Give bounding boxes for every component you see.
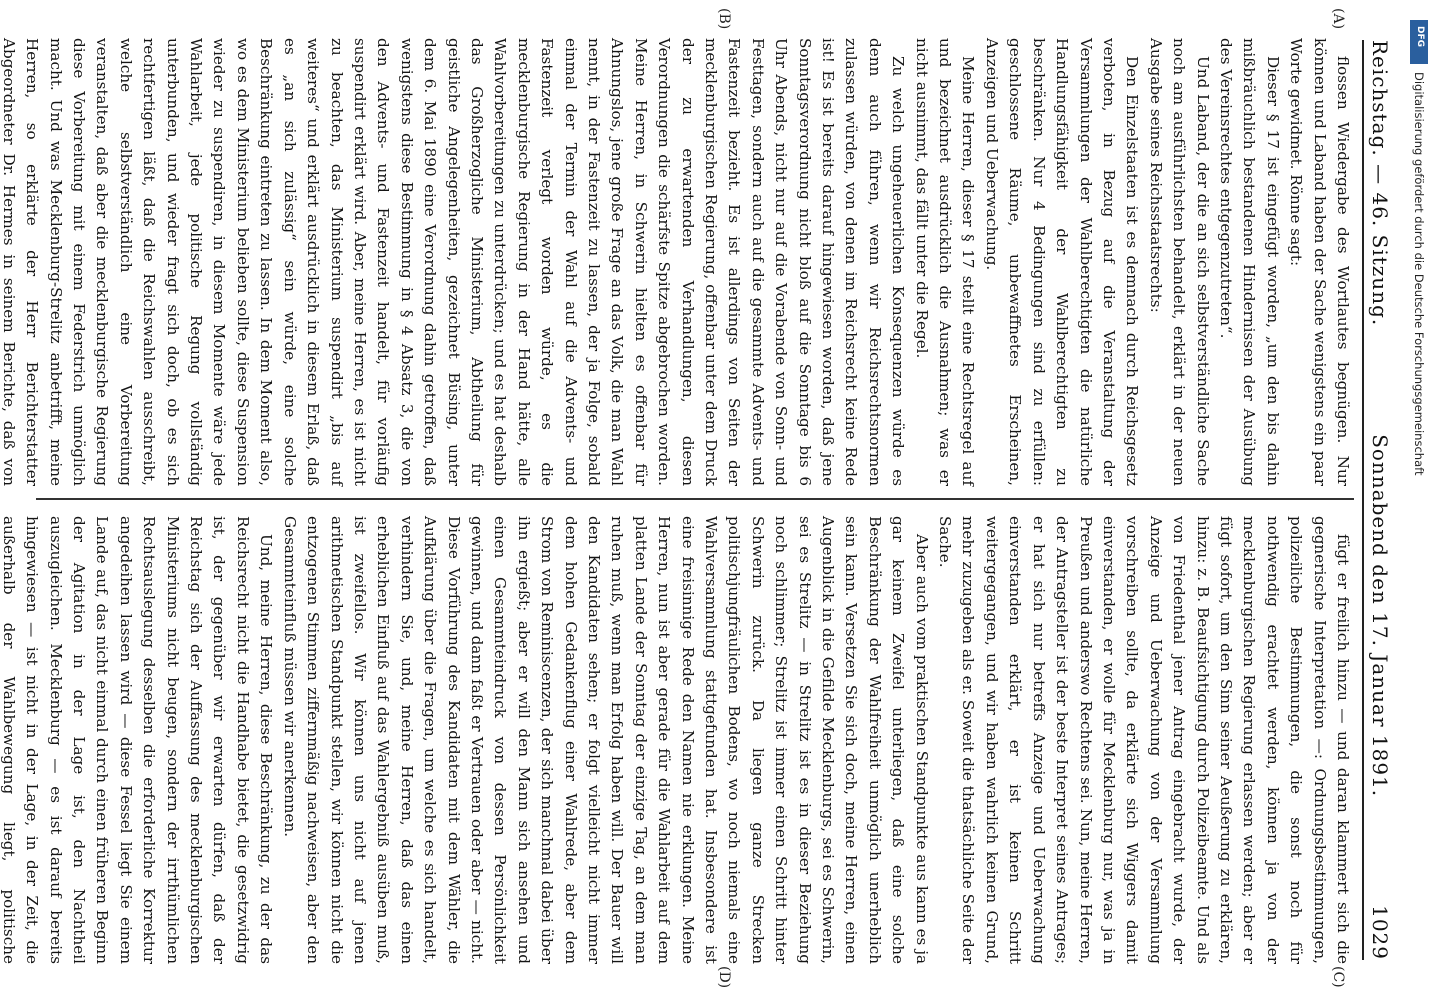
digitization-note <box>1408 72 1430 952</box>
header-left: Reichstag. — 46. Sitzung. <box>1368 40 1392 327</box>
paragraph: Zu welch ungeheuerlichen Konsequenzen würde es denn auch führen, wenn wir Reichsrechtsnormen zulassen würden, von denen im Reichsrecht keine Rede ist! Es ist bereits darauf hingewiesen worden, daß jene Sonntagsverordnung nicht bloß auf die Sonntage bis 6 Uhr Abends, nicht nur auf die Vorabende von Sonn- und Festtagen, sondern auch auf die gesammte Advents- und Fastenzeit bezieht. Es ist allerdings von Seiten der mecklenburgischen Regierung, offenbar unter dem Druck der zu erwartenden Verhandlungen, diesen Verordnungen die schärfste Spitze abgebrochen worden. Meine Herren, in Schwerin hielten es offenbar für Ahnungslos, jene große Frage an das Volk, die man Wahl nennt, in der Fastenzeit zu lassen, der ja Folge, sobald einmal der Termin der Wahl auf die Advents- und Fastenzeit verlegt worden würde, es die mecklenburgische Regierung in der Hand hätte, alle Wahlvorbereitungen zu unterdrücken; und es hat deshalb das Großherzogliche Ministerium, Abtheilung für geistliche Angelegenheiten, gezeichnet Büsing, unter dem 6. Mai 1890 eine Verordnung dahin getroffen, daß wenigstens diese Bestimmung in § 4 Absatz 3, die von den Advents- und Fastenzeit handelt, für vorläufig suspendirt erklärt wird. Aber, meine Herren, es ist nicht zu beachten, das Ministerium suspendirt „bis auf weiteres“ und erklärt ausdrücklich in diesem Erlaß, daß es „an sich zulässig“ sein würde, eine solche Beschränkung eintreten zu lassen. In dem Moment also, wo es dem Ministerium belieben sollte, diese Suspension wieder zu suspendiren, in diesem Momente wäre jede Wahlarbeit, jede politische Regung vollständig unterbunden, und wieder fragt sich doch, ob es sich rechtfertigen läßt, daß die Reichswahlen ausschreibt, welche selbstverständlich eine Vorbereitung veranstalten, daß aber die mecklenburgische Regierung diese Vorbereitung mit einem Federstrich unmöglich macht. Und was Mecklenburg-Strelitz anbetrifft, meine Herren, so erklärte der Herr Berichterstatter Abgeordneter Dr. Hermes in seinem Berichte, daß von <box>0 38 908 486</box>
margin-mark-a: (A) <box>1330 8 1346 30</box>
digitization-note-text: Digitalisierung gefördert durch die Deutsche Forschungsgemeinschaft <box>1412 72 1426 476</box>
margin-mark-d: (D) <box>716 966 732 989</box>
paragraph: Meine Herren, dieser § 17 stellt eine Rechtsregel auf und bezeichnet ausdrücklich die Ausnahmen; was er nicht ausnimmt, das fällt unter die Regel. <box>912 38 978 486</box>
right-column <box>0 516 1354 964</box>
margin-mark-b: (B) <box>716 8 732 30</box>
paragraph: Dieser § 17 ist eingefügt worden, „um den bis dahin mißbräuchlich bestandenen Hindernissen der Ausübung des Vereinsrechtes entgegenzutreten“. <box>1216 38 1282 486</box>
dfg-logo: DFG <box>1410 20 1428 64</box>
paragraph: Den Einzelstaaten ist es demnach durch Reichsgesetz verboten, in Bezug auf die Veranstaltung der Versammlungen der Wahlberechtigten die natürliche Handlungsfähigkeit der Wahlberechtigten zu beschränken. Nur 4 Bedingungen sind zu erfüllen: geschlossene Räume, unbewaffnetes Erscheinen, Anzeigen und Ueberwachung. <box>982 38 1142 486</box>
paragraph: flossen Wiedergabe des Wortlautes begnügen. Nur können und Laband haben der Sache wenigstens ein paar Worte gewidmet. Rönne sagt: <box>1287 38 1352 486</box>
header-rule <box>1362 40 1364 960</box>
page-header <box>1368 40 1408 960</box>
paragraph: Und, meine Herren, diese Beschränkung, zu der das Reichsrecht nicht die Handhabe bietet, die gesetzwidrig ist, der gegenüber wir erwarten dürfen, daß der Reichstag sich der Auffassung des mecklenburgischen Ministeriums nicht beugen, sondern der irrthümlichen Rechtsauslegung desselben die erforderliche Korrektur angedeihen lassen wird — diese Fessel liegt Sie einem Lande auf, das nicht einmal durch einen früheren Beginn der Agitation in der Lage ist, den Nachtheil auszugleichen. Mecklenburg — es ist darauf bereits hingewiesen — ist nicht in der Lage, in der Zeit, die außerhalb der Wahlbewegung liegt, politische <box>0 516 276 964</box>
page-number: 1029 <box>1368 905 1392 960</box>
left-column <box>0 38 1354 486</box>
column-divider <box>36 498 1354 500</box>
margin-mark-c: (C) <box>1330 966 1346 988</box>
header-center: Sonnabend den 17. Januar 1891. <box>1368 434 1392 798</box>
paragraph: Aber auch vom praktischen Standpunkte aus kann es ja gar keinem Zweifel unterliegen, daß eine solche Beschränkung der Wahlfreiheit unmöglich unerheblich sein kann. Versetzen Sie sich doch, meine Herren, einen Augenblick in die Gefilde Mecklenburgs, sei es Schwerin, sei es Strelitz — in Strelitz ist es in dieser Beziehung noch schlimmer; Strelitz ist immer einen Schritt hinter Schwerin zurück. Da liegen ganze Strecken politischjungfräulichen Bodens, wo noch niemals eine Wahlversammlung stattgefunden hat. Insbesondere ist eine freisinnige Rede den Namen nie erklungen. Meine Herren, nun ist aber gerade für die Wahlarbeit auf dem platten Lande der Sonntag der einzige Tag, an dem man ruhen muß, wenn man Erfolg haben will. Der Bauer will den Kandidaten sehen; er folgt vielleicht nicht immer dem hohen Gedankenflug einer Wahlrede, aber dem Strom von Reminiscenzen, der sich manchmal dabei über ihn ergießt; aber er will den Mann sich ansehen und einen Gesammteindruck von dessen Persönlichkeit gewinnen, und dann faßt er Vertrauen oder aber — nicht. Diese Vorführung des Kandidaten mit dem Wähler, die Aufklärung über die Fragen, um welche es sich handelt, verhindern Sie, und, meine Herren, daß das einen erheblichen Einfluß auf das Wahlergebniß ausüben muß, ist zweifellos. Wir können uns nicht auf jenen arithmetischen Standpunkt stellen, wir können nicht die entzogenen Stimmen ziffernmäßig nachweisen, aber den Gesammteinfluß müssen wir anerkennen. <box>280 516 931 964</box>
paragraph: fügt er freilich hinzu — und daran klammert sich die gegnerische Interpretation —: Ordnungsbestimmungen, polizeiliche Bestimmungen, die sonst noch für nothwendig erachtet werden, können ja von der mecklenburgischen Regierung erlassen werden; aber er fügt sofort, um den Sinn seiner Aeußerung zu erklären, hinzu: z. B. Beaufsichtigung durch Polizeibeamte. Und als von Friedenthal jener Antrag eingebracht wurde, der Anzeige und Ueberwachung von der Versammlung vorschreiben sollte, da erklärte sich Wiggers damit einverstanden, er wolle für Mecklenburg nur, was ja in Preußen und anderswo Rechtens sei. Nun, meine Herren, der Antragsteller ist der beste Interpret seines Antrages; er hat sich nur betreffs Anzeige und Ueberwachung einverstanden erklärt, er ist keinen Schritt weitergegangen, und wir haben wahrlich keinen Grund, mehr zuzugeben als er. Soweit die thatsächliche Seite der Sache. <box>936 516 1352 964</box>
paragraph: Und Laband, der die an sich selbstverständliche Sache noch am ausführlichsten behandelt, erklärt in der neuen Ausgabe seines Reichsstaatsrechts: <box>1146 38 1212 486</box>
